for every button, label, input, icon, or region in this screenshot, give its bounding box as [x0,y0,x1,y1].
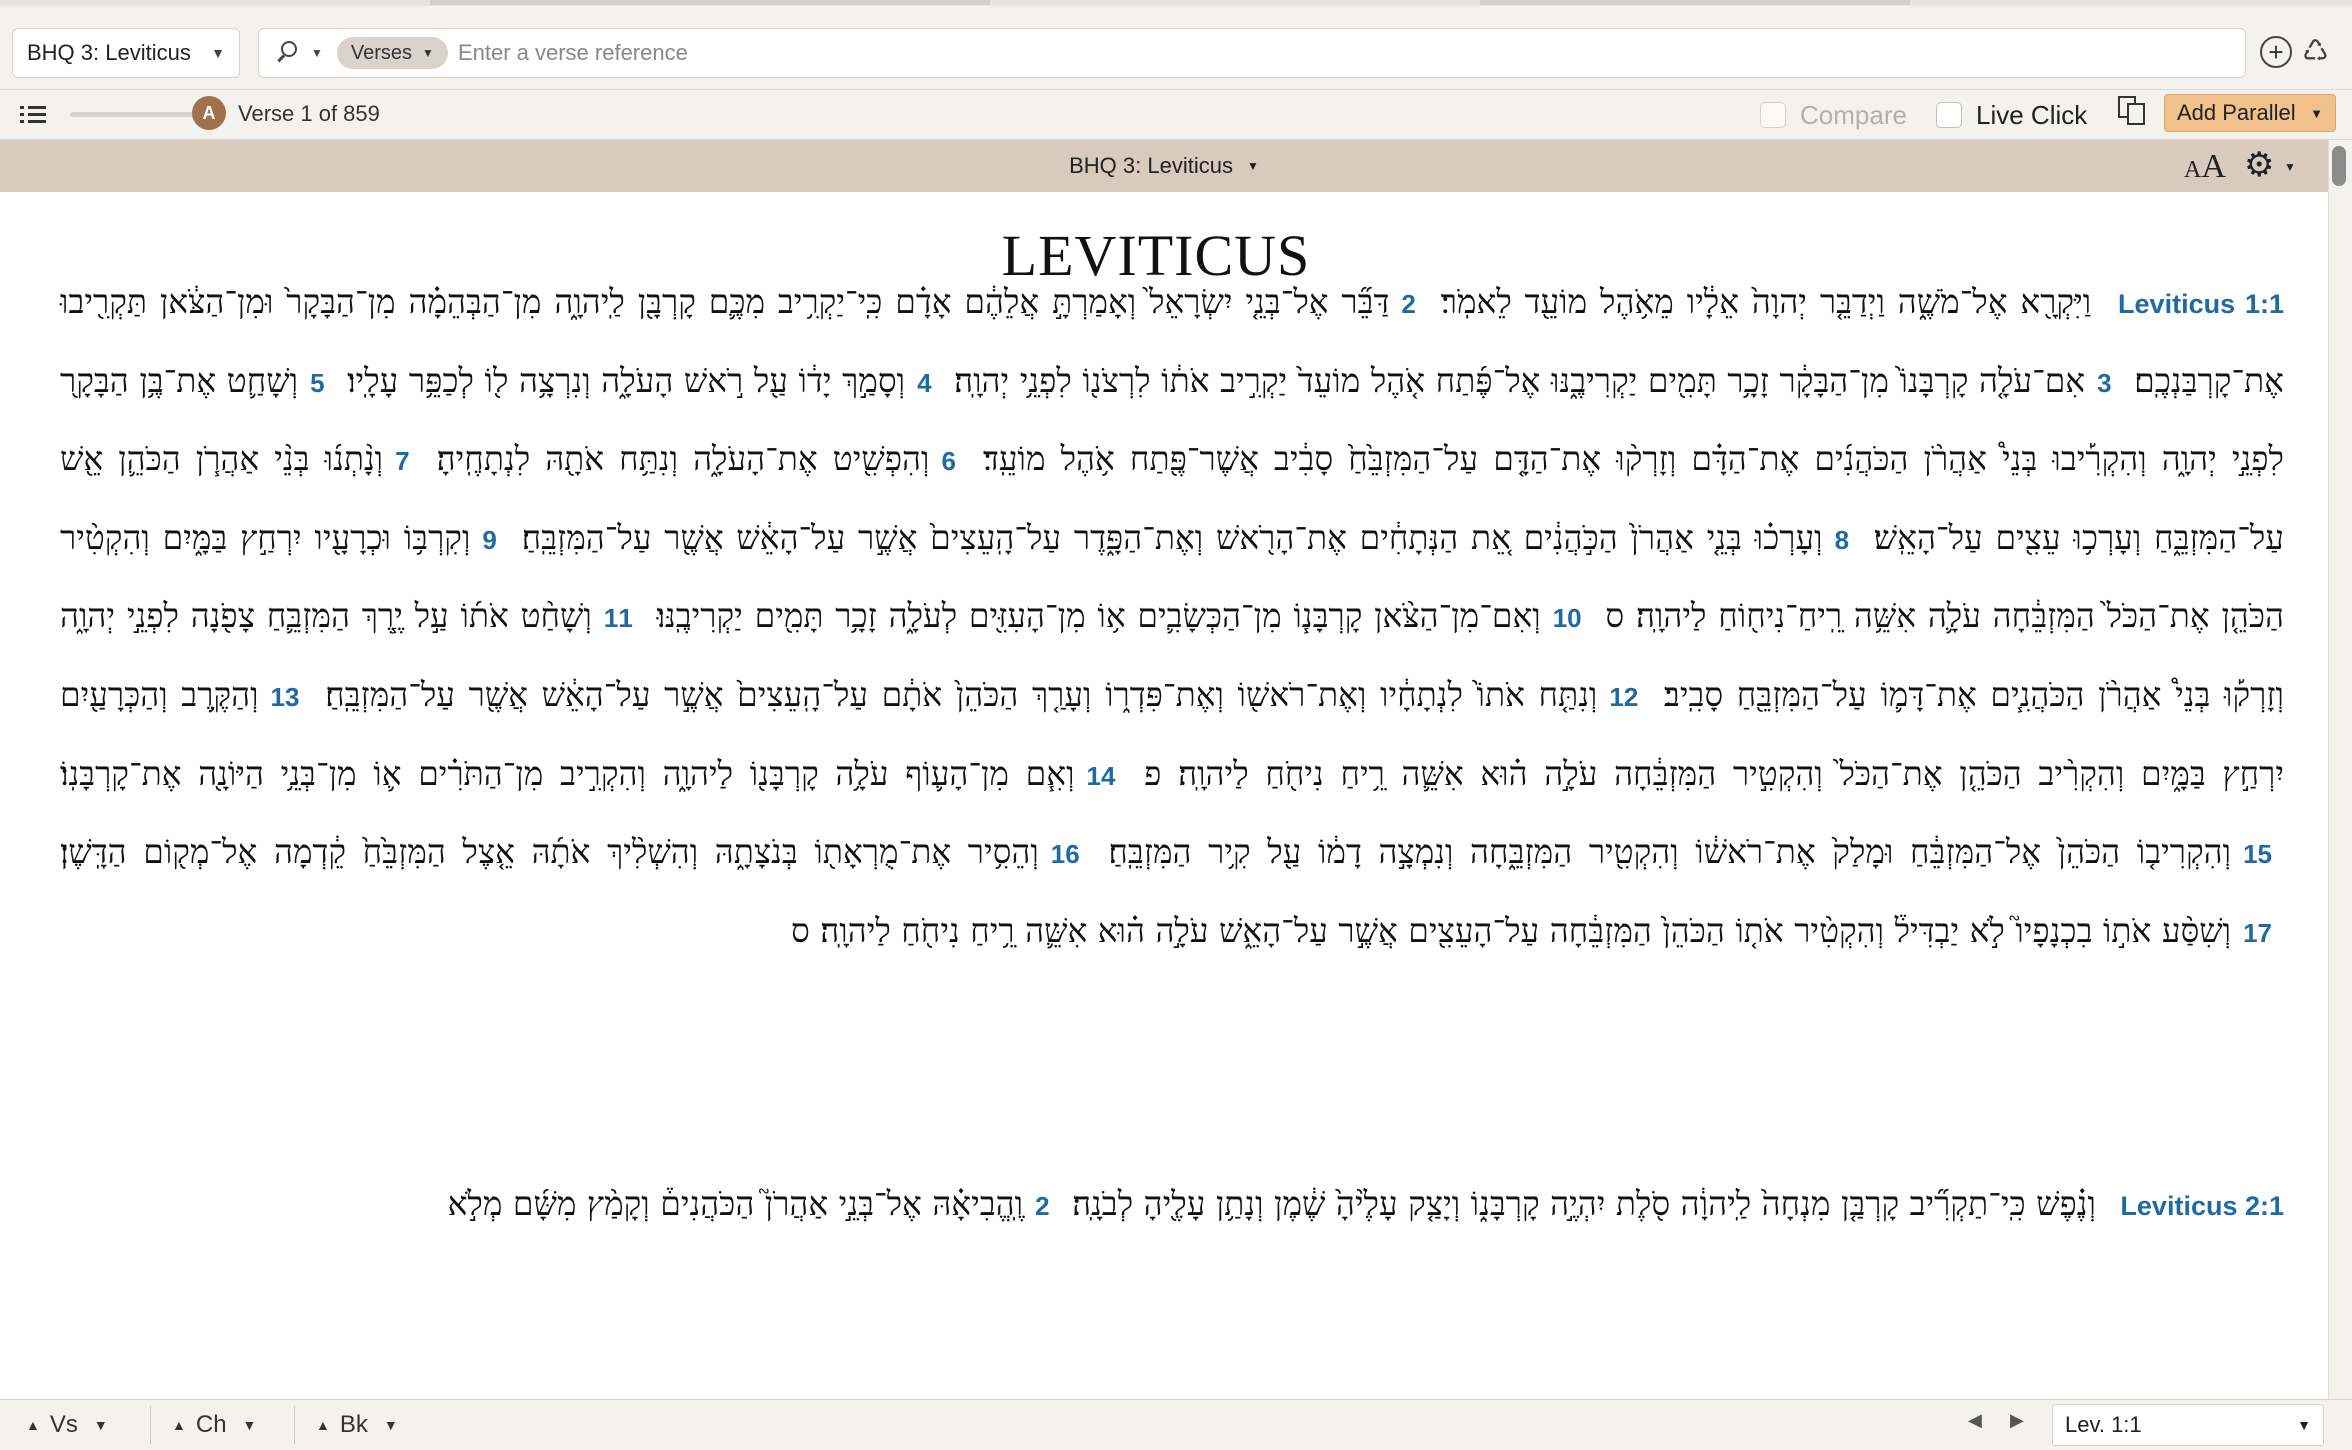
verse-number[interactable]: 2 [1035,1191,1050,1221]
up-arrow-icon[interactable]: ▲ [316,1417,330,1433]
verse-number[interactable]: 12 [1609,681,1639,712]
search-mode-pill[interactable] [337,37,448,69]
verse-text[interactable]: וְהֵסִ֥יר אֶת־מֻרְאָת֖וֹ בְּנֹצָתָ֑הּ וְהִשְׁלִ֨יךְ אֹתָ֜הּ אֵ֤צֶל הַמִּזְבֵּ֙חַ֙ קֵ֔דְמָה אֶל־מְק֖וֹם הַדָּֽשֶׁן׃ [60,832,1039,872]
verse-counter: Verse 1 of 859 [238,101,380,126]
chapter-paragraph [60,264,2284,971]
verse-text[interactable]: וְשִׁסַּ֨ע אֹת֣וֹ בִכְנָפָיו֮ לֹ֣א יַבְדִּיל֒ וְהִקְטִ֨יר אֹת֤וֹ הַכֹּהֵן֙ הַמִּזְבֵּ֔חָה עַל־הָעֵצִ֖ים אֲשֶׁ֣ר עַל־הָאֵ֑שׁ עֹלָ֣ה ה֗וּא אִשֵּׁ֛ה רֵ֥יחַ נִיחֹ֖חַ לַיהוָֽה׃ ס [791,910,2232,950]
reading-pane[interactable] [0,192,2328,1399]
parallel-panels-icon[interactable] [2118,96,2148,126]
verse-text[interactable]: וְאִם־מִן־הַצֹּ֨אן קָרְבָּנ֧וֹ מִן־הַכְּשָׂבִ֛ים א֥וֹ מִן־הָעִזִּ֖ים לְעֹלָ֑ה זָכָ֥ר תָּמִ֖ים יַקְרִיבֶֽנּוּ׃ [656,596,1541,636]
reference-label: Lev. 1:1 [2065,1412,2142,1437]
verse-text[interactable]: וְסָמַ֣ךְ יָד֔וֹ עַ֖ל רֹ֣אשׁ הָעֹלָ֑ה וְנִרְצָ֥ה ל֖וֹ לְכַפֵּ֥ר עָלָֽיו׃ [347,360,906,400]
verse-number[interactable]: 7 [395,446,410,477]
verse-text[interactable]: וְהִפְשִׁ֖יט אֶת־הָעֹלָ֑ה וְנִתַּ֥ח אֹתָ֖הּ לִנְתָחֶֽיהָ׃ [436,439,930,479]
verse-number[interactable]: 14 [1086,760,1116,791]
add-parallel-label: Add Parallel [2177,100,2296,125]
verse-reference-input[interactable] [458,40,2231,66]
search-icon[interactable] [273,38,307,68]
verse-text[interactable]: אִם־עֹלָ֤ה קָרְבָּנוֹ֙ מִן־הַבָּקָ֔ר זָכָ֥ר תָּמִ֖ים יַקְרִיבֶ֑נּוּ אֶל־פֶּ֜תַח אֹ֤הֶל מוֹעֵד֙ יַקְרִ֣יב אֹת֔וֹ לִרְצֹנ֖וֹ לִפְנֵ֥י יְהוָֽה׃ [954,360,2086,400]
verse-number[interactable]: 5 [310,367,325,398]
font-size-icon[interactable]: AA [2184,148,2226,185]
verse-number[interactable]: 2 [1401,289,1416,319]
verse-number[interactable]: 15 [2243,839,2272,870]
verse-number[interactable]: 10 [1552,603,1582,634]
book-nav[interactable] [316,1408,398,1442]
plus-circle-icon[interactable]: + [2260,36,2292,68]
verse-text[interactable]: וְאִ֧ם מִן־הָע֛וֹף עֹלָ֥ה קָרְבָּנ֖וֹ לַיהוָ֑ה וְהִקְרִ֣יב מִן־הַתֹּרִ֗ים א֛וֹ מִן־בְּנֵ֥י הַיּוֹנָ֖ה אֶת־קָרְבָּנֽוֹ׃ [60,753,1075,793]
verse-text[interactable]: וְנִתַּ֤ח אֹתוֹ֙ לִנְתָחָ֔יו וְאֶת־רֹאשׁ֖וֹ וְאֶת־פִּדְר֑וֹ וְעָרַ֤ךְ הַכֹּהֵן֙ אֹתָ֔ם עַל־הָֽעֵצִים֙ אֲשֶׁ֣ר עַל־הָאֵ֔שׁ אֲשֶׁ֖ר עַל־הַמִּזְבֵּֽחַ׃ [325,674,1598,714]
compare-checkbox[interactable] [1760,102,1786,128]
add-parallel-button[interactable] [2164,94,2336,132]
verse-number[interactable]: 16 [1050,839,1080,870]
next-icon[interactable]: ▶ [2010,1410,2024,1430]
verse-number[interactable]: 8 [1834,524,1850,555]
verse-number[interactable]: 11 [603,603,633,634]
book-nav-label: Bk [339,1411,368,1438]
resource-picker-label: BHQ 3: Leviticus [27,40,191,65]
book-title: LEVITICUS [1001,223,1311,288]
chevron-down-icon: ▼ [211,45,225,61]
verse-text[interactable]: וְקִרְבּ֥וֹ וּכְרָעָ֖יו יִרְחַ֣ץ בַּמָּ֑יִם וְהִקְטִ֨יר הַכֹּהֵ֤ן אֶת־הַכֹּל֙ הַמִּזְבֵּ֔חָה עֹלָ֛ה אִשֵּׁ֥ה רֵֽיחַ־נִיח֖וֹחַ לַיהוָֽה׃ ס [60,517,2284,636]
verse-number[interactable]: 4 [917,367,932,398]
compare-label: Compare [1800,100,1907,130]
down-arrow-icon[interactable]: ▼ [242,1417,257,1433]
up-arrow-icon[interactable]: ▲ [172,1417,186,1433]
verse-text[interactable]: וְעָרְכ֗וּ בְּנֵ֤י אַהֲרֹן֙ הַכֹּ֣הֲנִ֔ים אֵ֚ת הַנְּתָחִ֔ים אֶת־הָרֹ֖אשׁ וְאֶת־הַפָּ֑דֶר עַל־הָֽעֵצִים֙ אֲשֶׁ֣ר עַל־הָאֵ֔שׁ אֲשֶׁ֖ר עַל־הַמִּזְבֵּֽחַ׃ [521,517,1823,557]
chapter-paragraph [60,1166,2284,1245]
verse-nav-label: Vs [49,1411,78,1438]
scrollbar-thumb[interactable] [2332,146,2346,186]
verse-text[interactable]: וְהַקֶּ֥רֶב וְהַכְּרָעַ֖יִם יִרְחַ֣ץ בַּמָּ֑יִם וְהִקְרִ֨יב הַכֹּהֵ֤ן אֶת־הַכֹּל֙ וְהִקְטִ֣יר הַמִּזְבֵּ֔חָה עֹלָ֣ה ה֗וּא אִשֵּׁ֛ה רֵ֥יחַ נִיחֹ֖חַ לַיהוָֽה׃ פ [60,674,2284,793]
verse-slider-track[interactable] [70,112,200,117]
live-click-label: Live Click [1976,100,2088,130]
chevron-down-icon[interactable]: ▼ [2284,160,2296,174]
list-icon[interactable] [20,104,46,126]
chevron-down-icon[interactable]: ▼ [1246,159,1259,173]
divider [294,1406,295,1444]
chapter-nav[interactable] [172,1408,256,1442]
verse-number[interactable]: 3 [2097,367,2112,398]
bottom-nav-bar [0,1399,2352,1450]
live-click-checkbox[interactable] [1936,102,1962,128]
chevron-down-icon[interactable]: ▼ [2297,1417,2311,1433]
divider [150,1406,151,1444]
previous-icon[interactable]: ◀ [1968,1410,1982,1430]
resource-picker[interactable] [12,28,240,78]
chapter-reference[interactable]: Leviticus 1:1 [2118,289,2284,319]
recycle-icon[interactable]: ♺ [2302,35,2329,68]
verse-number[interactable]: 6 [941,446,956,477]
chapter-nav-label: Ch [195,1411,227,1438]
verse-number[interactable]: 9 [482,524,497,555]
verse-number[interactable]: 13 [270,681,300,712]
scrollbar-track[interactable] [2328,140,2352,1399]
search-bar[interactable] [258,28,2246,78]
chevron-down-icon: ▼ [2310,105,2323,121]
verse-text[interactable]: וֶֽהֱבִיאָ֗הּ אֶל־בְּנֵ֣י אַהֲרֹן֮ הַכֹּהֲנִים֒ וְקָמַ֨ץ מִשָּׁ֜ם מְלֹ֣א [447,1184,1024,1223]
secondary-toolbar [0,90,2352,140]
verse-text[interactable]: וַיִּקְרָ֖א אֶל־מֹשֶׁ֑ה וַיְדַבֵּ֤ר יְהוָה֙ אֵלָ֔יו מֵאֹ֥הֶל מוֹעֵ֖ד לֵאמֹֽר׃ [1440,282,2092,321]
down-arrow-icon[interactable]: ▼ [383,1417,398,1433]
verse-text[interactable]: וְנֶ֗פֶשׁ כִּֽי־תַקְרִ֞יב קָרְבַּ֤ן מִנְחָה֙ לַֽיהוָ֔ה סֹ֖לֶת יִהְיֶ֣ה קָרְבָּנ֑וֹ וְיָצַ֤ק עָלֶ֙יהָ֙ שֶׁ֔מֶן וְנָתַ֥ן עָלֶ֖יהָ לְבֹנָֽה׃ [1072,1184,2096,1223]
verse-number[interactable]: 17 [2243,917,2272,948]
chapter-reference[interactable]: Leviticus 2:1 [2120,1191,2284,1221]
reference-box[interactable] [2052,1404,2324,1446]
verse-nav[interactable] [26,1408,108,1442]
chevron-down-icon: ▼ [422,46,434,60]
verse-text[interactable]: וְהִקְרִיב֤וֹ הַכֹּהֵן֙ אֶל־הַמִּזְבֵּ֔חַ וּמָלַק֙ אֶת־רֹאשׁ֔וֹ וְהִקְטִ֖יר הַמִּזְבֵּ֑חָה וְנִמְצָ֣ה דָמ֔וֹ עַ֖ל קִ֥יר הַמִּזְבֵּֽחַ׃ [1108,832,2232,872]
verse-text[interactable]: וְנָ֨תְנ֜וּ בְּנֵ֨י אַהֲרֹ֧ן הַכֹּהֵ֛ן אֵ֖שׁ עַל־הַמִּזְבֵּ֑חַ וְעָרְכ֥וּ עֵצִ֖ים עַל־הָאֵֽשׁ׃ [60,439,2284,557]
panel-title[interactable]: BHQ 3: Leviticus [1069,153,1233,178]
main-toolbar [0,6,2352,90]
up-arrow-icon[interactable]: ▲ [26,1417,40,1433]
verse-text[interactable]: דַּבֵּ֞ר אֶל־בְּנֵ֤י יִשְׂרָאֵל֙ וְאָמַרְתָּ֣ אֲלֵהֶ֔ם אָדָ֗ם כִּֽי־יַקְרִ֥יב מִכֶּ֛ם קָרְבָּ֖ן לַֽיהוָ֑ה מִן־הַבְּהֵמָ֗ה מִן־הַבָּקָר֙ וּמִן־הַצֹּ֔אן תַּקְרִ֖יבוּ אֶת־קָרְבַּנְכֶֽם׃ [60,282,2284,400]
chevron-down-icon[interactable]: ▼ [311,46,323,60]
tab-segment[interactable] [1480,0,1910,5]
search-mode-label: Verses [350,41,413,64]
verse-text[interactable]: וְשָׁחַ֨ט אֹת֜וֹ עַ֣ל יֶ֧רֶךְ הַמִּזְבֵּ֛חַ צָפֹ֖נָה לִפְנֵ֣י יְהוָ֑ה וְזָרְק֡וּ בְּנֵי֩ אַהֲרֹ֨ן הַכֹּהֲנִ֧ים אֶת־דָּמ֛וֹ עַל־הַמִּזְבֵּ֖חַ סָבִֽיב׃ [60,596,2284,714]
panel-header [0,140,2328,192]
gear-icon[interactable]: ⚙ [2244,146,2275,184]
tab-segment[interactable] [430,0,990,5]
verse-text[interactable]: וְשָׁחַ֛ט אֶת־בֶּ֥ן הַבָּקָ֖ר לִפְנֵ֣י יְהוָ֑ה וְהִקְרִ֡יבוּ בְּנֵי֩ אַהֲרֹ֨ן הַכֹּהֲנִ֜ים אֶת־הַדָּ֗ם וְזָרְק֨וּ אֶת־הַדָּ֤ם עַל־הַמִּזְבֵּ֙חַ֙ סָבִ֔יב אֲשֶׁר־פֶּ֖תַח אֹ֥הֶל מוֹעֵֽד׃ [60,360,2284,479]
down-arrow-icon[interactable]: ▼ [93,1417,108,1433]
verse-slider-thumb[interactable]: A [192,96,226,130]
